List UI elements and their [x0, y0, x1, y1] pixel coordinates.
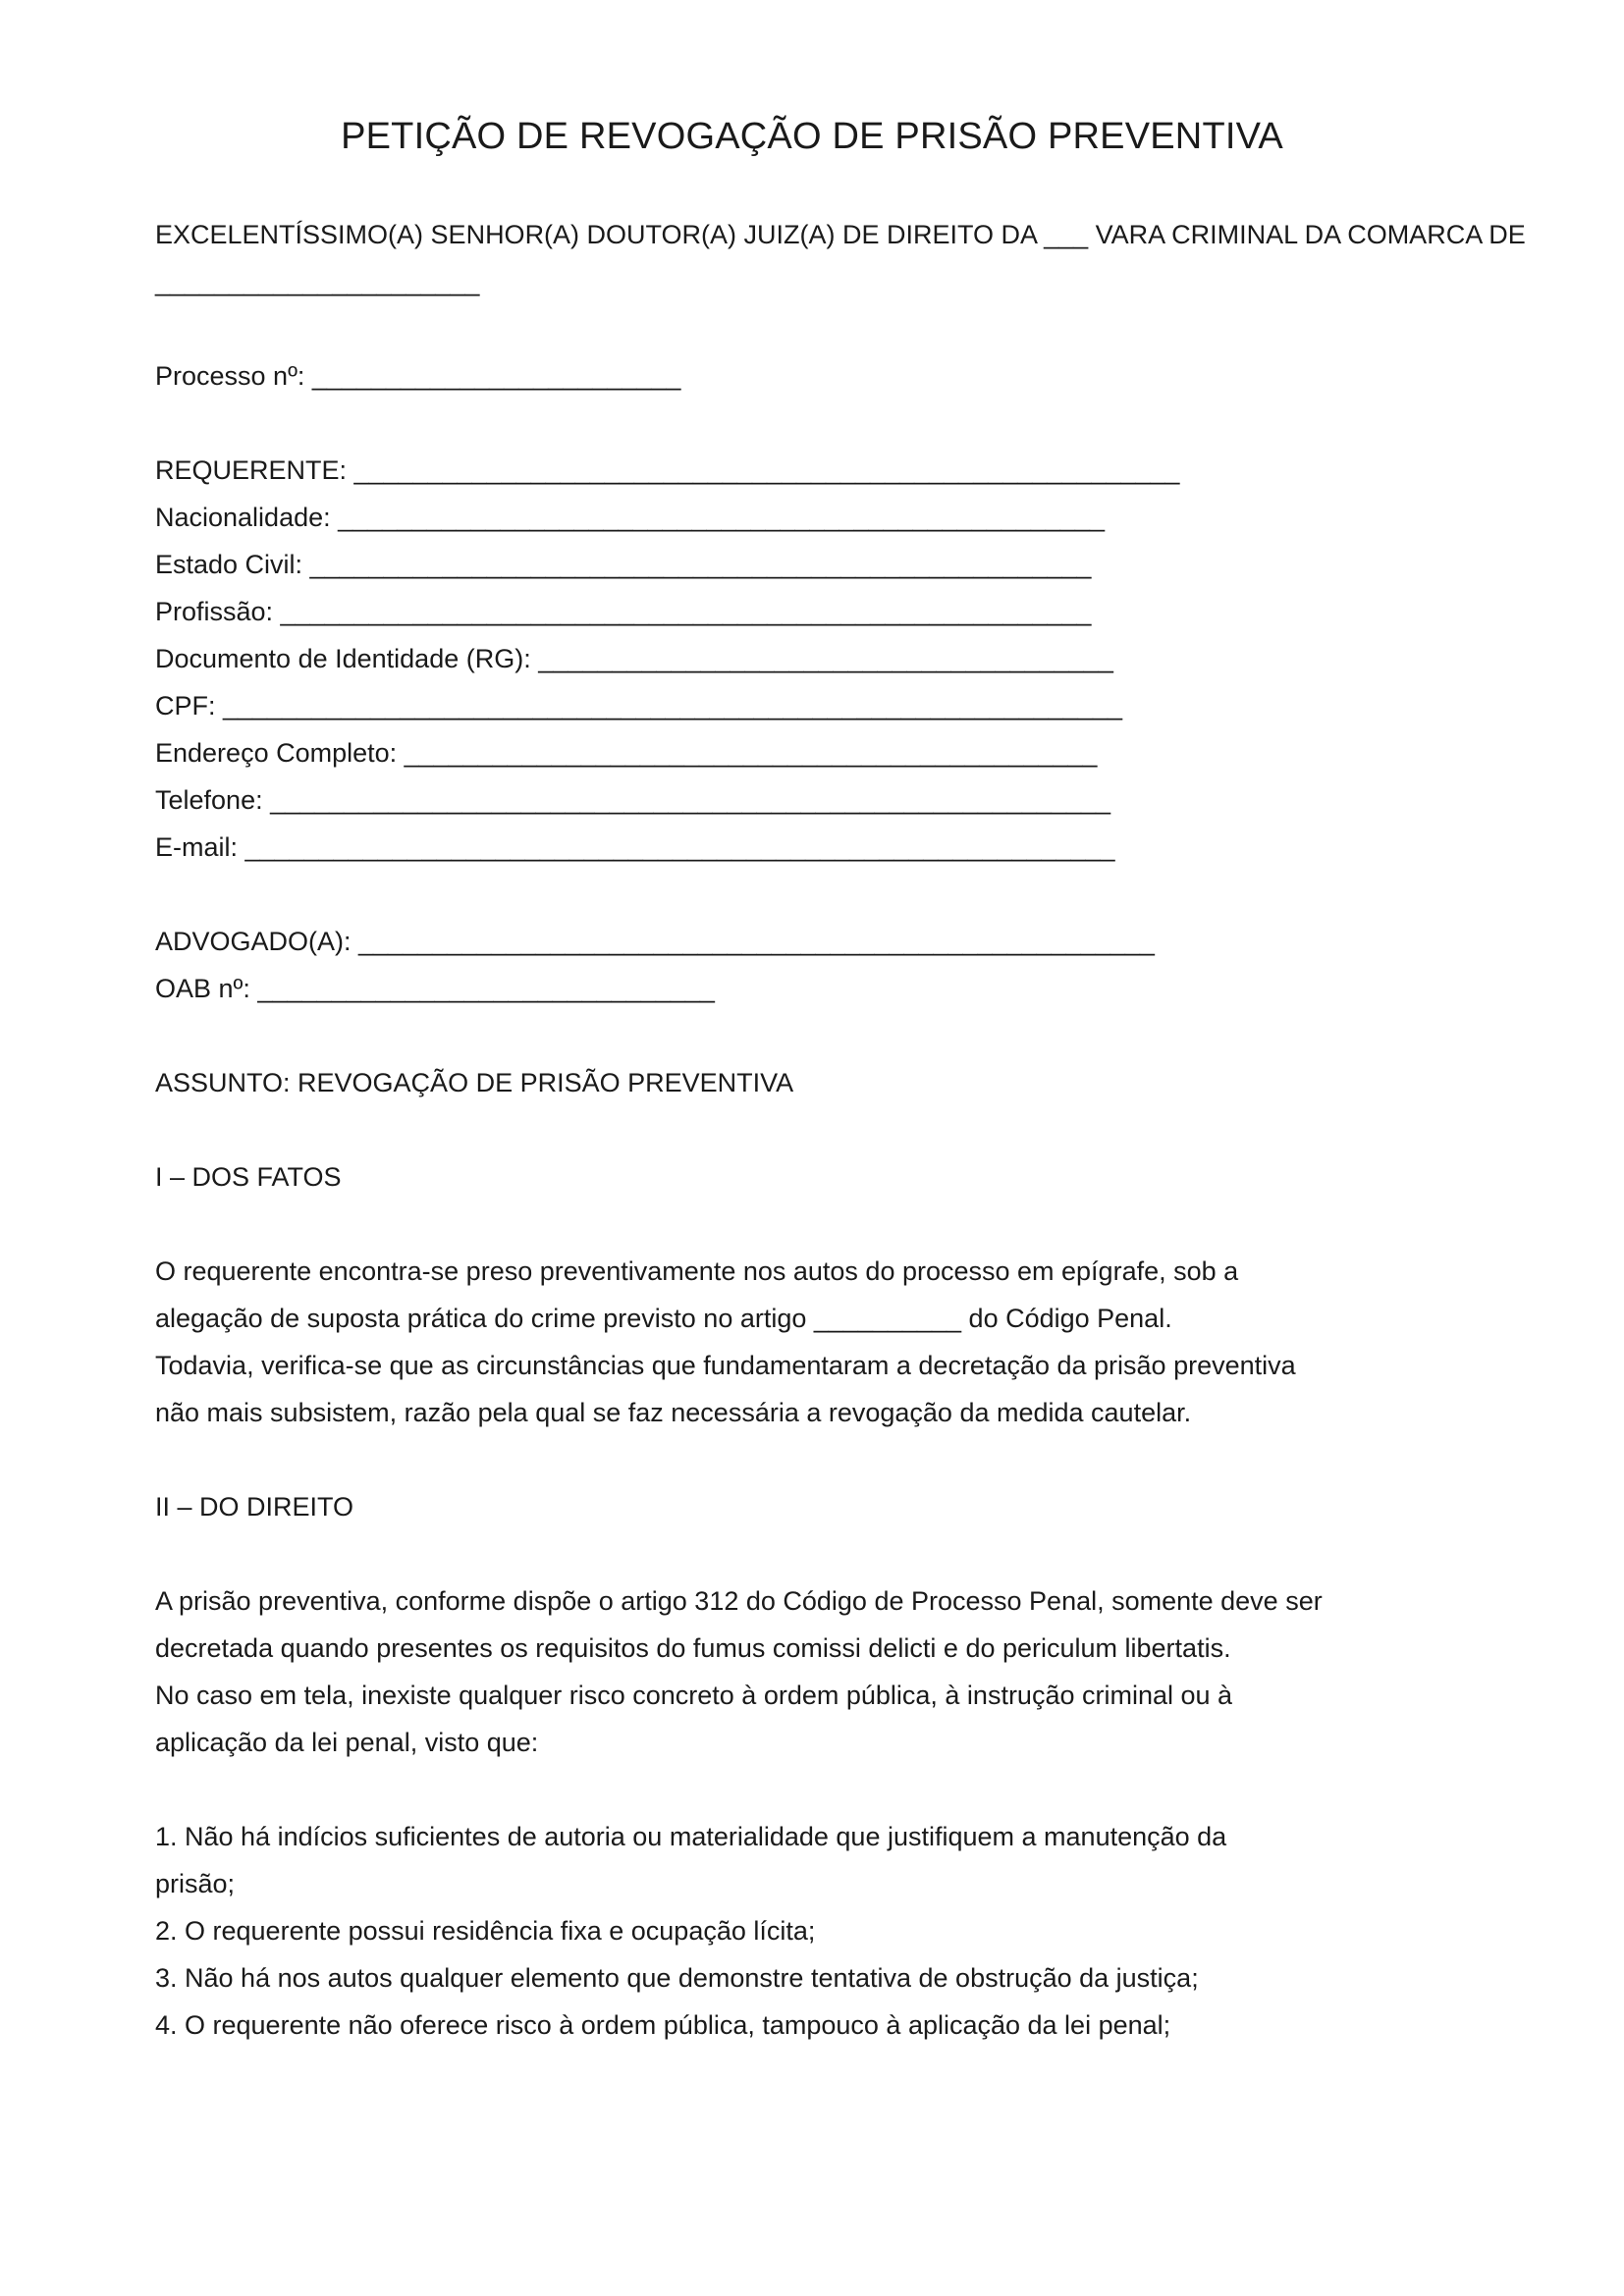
email-field: E-mail: ___________________________________________________________ — [155, 832, 1115, 862]
list-item-1: 1. Não há indícios suficientes de autoria ou materialidade que justifiquem a manutenção da — [155, 1822, 1227, 1851]
endereco-field: Endereço Completo: _______________________________________________ — [155, 738, 1098, 768]
estado-civil-field: Estado Civil: _____________________________________________________ — [155, 550, 1092, 579]
oab-field: OAB nº: _______________________________ — [155, 974, 715, 1003]
telefone-field: Telefone: _________________________________________________________ — [155, 785, 1111, 815]
addressee-line-2: ______________________ — [155, 267, 480, 296]
addressee-line-1: EXCELENTÍSSIMO(A) SENHOR(A) DOUTOR(A) JUIZ(A) DE DIREITO DA ___ VARA CRIMINAL DA COMARCA DE — [155, 220, 1526, 249]
direito-paragraph-line: aplicação da lei penal, visto que: — [155, 1728, 539, 1757]
assunto-line: ASSUNTO: REVOGAÇÃO DE PRISÃO PREVENTIVA — [155, 1068, 794, 1097]
direito-paragraph-line: decretada quando presentes os requisitos do fumus comissi delicti e do periculum libertatis. — [155, 1633, 1231, 1663]
fatos-paragraph-line: alegação de suposta prática do crime previsto no artigo __________ do Código Penal. — [155, 1304, 1172, 1333]
section-heading-direito: II – DO DIREITO — [155, 1492, 354, 1522]
list-item-4: 4. O requerente não oferece risco à ordem pública, tampouco à aplicação da lei penal; — [155, 2010, 1171, 2040]
list-item-1-continuation: prisão; — [155, 1869, 236, 1898]
direito-paragraph-line: A prisão preventiva, conforme dispõe o artigo 312 do Código de Processo Penal, somente deve ser — [155, 1586, 1323, 1616]
fatos-paragraph-line: O requerente encontra-se preso preventivamente nos autos do processo em epígrafe, sob a — [155, 1256, 1239, 1286]
requerente-field: REQUERENTE: ________________________________________________________ — [155, 455, 1180, 485]
profissao-field: Profissão: _______________________________________________________ — [155, 597, 1092, 626]
direito-paragraph-line: No caso em tela, inexiste qualquer risco concreto à ordem pública, à instrução criminal ou à — [155, 1681, 1233, 1710]
list-item-3: 3. Não há nos autos qualquer elemento que demonstre tentativa de obstrução da justiça; — [155, 1963, 1199, 1993]
nacionalidade-field: Nacionalidade: ____________________________________________________ — [155, 503, 1105, 532]
fatos-paragraph-line: não mais subsistem, razão pela qual se faz necessária a revogação da medida cautelar. — [155, 1398, 1192, 1427]
rg-field: Documento de Identidade (RG): _______________________________________ — [155, 644, 1113, 673]
list-item-2: 2. O requerente possui residência fixa e ocupação lícita; — [155, 1916, 816, 1946]
document-title: PETIÇÃO DE REVOGAÇÃO DE PRISÃO PREVENTIVA — [341, 116, 1283, 157]
advogado-field: ADVOGADO(A): ______________________________________________________ — [155, 927, 1155, 956]
process-number-field: Processo nº: _________________________ — [155, 361, 681, 391]
cpf-field: CPF: _____________________________________________________________ — [155, 691, 1122, 721]
section-heading-fatos: I – DOS FATOS — [155, 1162, 342, 1192]
fatos-paragraph-line: Todavia, verifica-se que as circunstâncias que fundamentaram a decretação da prisão preventiva — [155, 1351, 1296, 1380]
